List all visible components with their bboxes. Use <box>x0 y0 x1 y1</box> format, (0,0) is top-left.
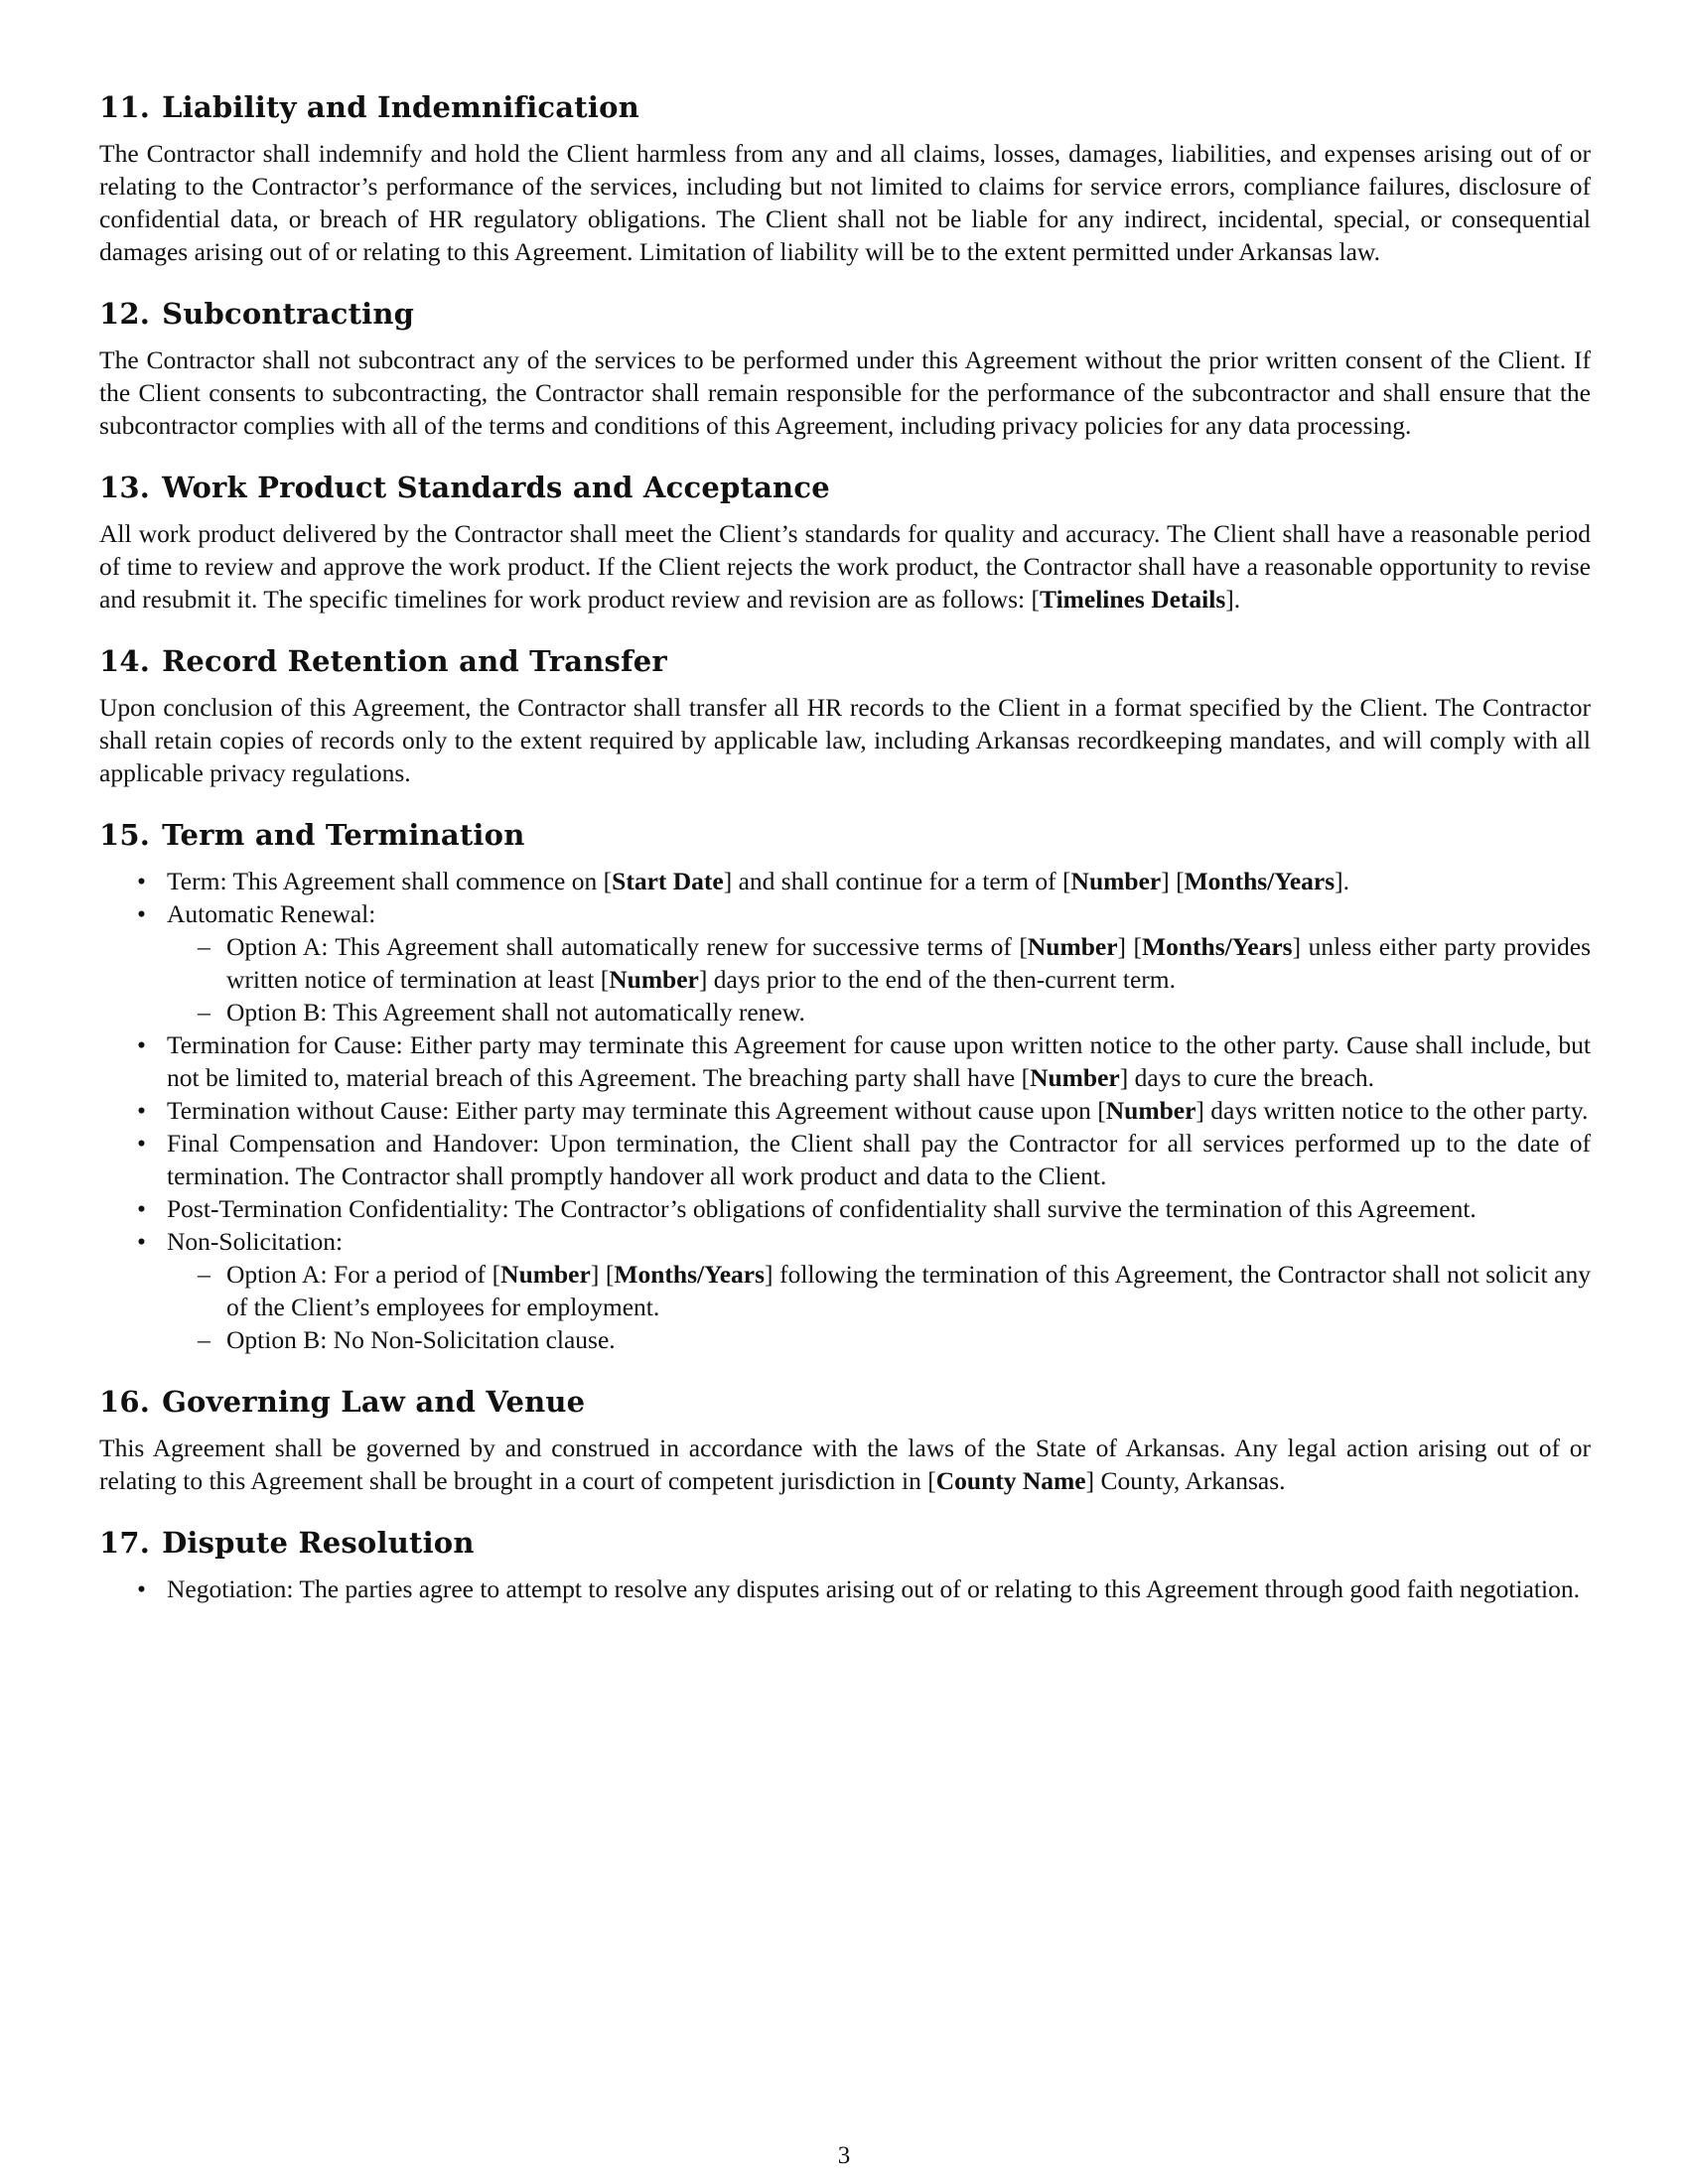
section-title: Liability and Indemnification <box>162 90 639 124</box>
list-item-renewal: • Automatic Renewal: – Option A: This Agreement shall automatically renew for successive terms of [Number] [Months/Years] unless either party provides written notice of termination at least [Number] days prior to the end of the then-current term. – Option B: This Agreement shall not automatically renew. <box>99 897 1591 1028</box>
section-subcontracting <box>99 296 1591 442</box>
section-title: Subcontracting <box>162 297 415 331</box>
list-item-non-solicitation: • Non-Solicitation: – Option A: For a period of [Number] [Months/Years] following the termination of this Agreement, the Contractor shall not solicit any of the Client’s employees for employment. – Option B: No Non-Solicitation clause. <box>99 1225 1591 1356</box>
placeholder-field: Months/Years <box>1142 932 1293 961</box>
list-item-option-b: – Option B: This Agreement shall not automatically renew. <box>167 996 1591 1028</box>
section-heading: 11. Liability and Indemnification <box>99 90 639 124</box>
section-heading: 13. Work Product Standards and Acceptance <box>99 471 830 504</box>
section-body: All work product delivered by the Contractor shall meet the Client’s standards for quality and accuracy. The Client shall have a reasonable period of time to review and approve the work product. If the Client rejects the work product, the Contractor shall have a reasonable opportunity to revise and resubmit it. The specific timelines for work product review and revision are as follows: [Timelines Details]. <box>99 519 1591 614</box>
section-title: Dispute Resolution <box>162 1526 475 1560</box>
placeholder-field: Number <box>1070 867 1162 895</box>
placeholder-field: Months/Years <box>614 1260 766 1289</box>
placeholder-field: Number <box>1030 1063 1120 1092</box>
list-item-final-compensation: • Final Compensation and Handover: Upon termination, the Client shall pay the Contractor for all services performed up to the date of termination. The Contractor shall promptly handover all work product and data to the Client. <box>99 1127 1591 1192</box>
section-body: This Agreement shall be governed by and construed in accordance with the laws of the State of Arkansas. Any legal action arising out of or relating to this Agreement shall be brought in a court of competent jurisdiction in [County Name] County, Arkansas. <box>99 1433 1591 1495</box>
list-item-cause: • Termination for Cause: Either party may terminate this Agreement for cause upon written notice to the other party. Cause shall include, but not be limited to, material breach of this Agreement. The breaching party shall have [Number] days to cure the breach. <box>99 1028 1591 1094</box>
section-work-product <box>99 470 1591 615</box>
list-item-without-cause: • Termination without Cause: Either party may terminate this Agreement without cause upon [Number] days written notice to the other party. <box>99 1094 1591 1127</box>
list-item-option-b: – Option B: No Non-Solicitation clause. <box>167 1323 1591 1356</box>
section-term-termination <box>99 817 1591 1356</box>
section-body: The Contractor shall not subcontract any of the services to be performed under this Agreement without the prior written consent of the Client. If the Client consents to subcontracting, the Contractor shall remain responsible for the performance of the subcontractor and shall ensure that the subcontractor complies with all of the terms and conditions of this Agreement, including privacy policies for any data processing. <box>99 345 1591 440</box>
document-page <box>99 89 1591 1633</box>
page-number: 3 <box>837 2142 851 2169</box>
section-title: Record Retention and Transfer <box>162 644 667 678</box>
list-item-term: • Term: This Agreement shall commence on [Start Date] and shall continue for a term of [Number] [Months/Years]. <box>99 865 1591 897</box>
placeholder-field: Number <box>500 1260 591 1289</box>
placeholder-field: Number <box>1027 932 1118 961</box>
placeholder-field: Months/Years <box>1184 867 1336 895</box>
section-governing-law <box>99 1384 1591 1497</box>
sub-list <box>167 1258 1591 1356</box>
section-title: Term and Termination <box>162 818 525 852</box>
section-heading: 12. Subcontracting <box>99 297 415 331</box>
bullet-list <box>99 865 1591 1356</box>
section-record-retention <box>99 643 1591 789</box>
list-item-negotiation: • Negotiation: The parties agree to attempt to resolve any disputes arising out of or relating to this Agreement through good faith negotiation. <box>99 1572 1591 1605</box>
section-body: Upon conclusion of this Agreement, the Contractor shall transfer all HR records to the Client in a format specified by the Client. The Contractor shall retain copies of records only to the extent required by applicable law, including Arkansas recordkeeping mandates, and will comply with all applicable privacy regulations. <box>99 693 1591 787</box>
placeholder-field: Start Date <box>612 867 724 895</box>
section-heading: 16. Governing Law and Venue <box>99 1385 586 1419</box>
list-item-post-confidentiality: • Post-Termination Confidentiality: The Contractor’s obligations of confidentiality shall survive the termination of this Agreement. <box>99 1192 1591 1225</box>
section-heading: 14. Record Retention and Transfer <box>99 644 667 678</box>
section-dispute-resolution <box>99 1525 1591 1605</box>
section-liability <box>99 89 1591 268</box>
placeholder-field: Number <box>609 965 699 994</box>
bullet-list <box>99 1572 1591 1605</box>
list-item-option-a: – Option A: This Agreement shall automatically renew for successive terms of [Number] [Months/Years] unless either party provides written notice of termination at least [Number] days prior to the end of the then-current term. <box>167 930 1591 996</box>
section-title: Work Product Standards and Acceptance <box>162 471 830 504</box>
section-title: Governing Law and Venue <box>162 1385 586 1419</box>
placeholder-field: County Name <box>935 1466 1086 1495</box>
sub-list <box>167 930 1591 1028</box>
list-item-option-a: – Option A: For a period of [Number] [Months/Years] following the termination of this Agreement, the Contractor shall not solicit any of the Client’s employees for employment. <box>167 1258 1591 1323</box>
placeholder-field: Number <box>1105 1096 1196 1125</box>
section-heading: 17. Dispute Resolution <box>99 1526 475 1560</box>
placeholder-field: Timelines Details <box>1040 585 1226 614</box>
section-heading: 15. Term and Termination <box>99 818 525 852</box>
section-body: The Contractor shall indemnify and hold the Client harmless from any and all claims, losses, damages, liabilities, and expenses arising out of or relating to the Contractor’s performance of the services, including but not limited to claims for service errors, compliance failures, disclosure of confidential data, or breach of HR regulatory obligations. The Client shall not be liable for any indirect, incidental, special, or consequential damages arising out of or relating to this Agreement. Limitation of liability will be to the extent permitted under Arkansas law. <box>99 139 1591 266</box>
